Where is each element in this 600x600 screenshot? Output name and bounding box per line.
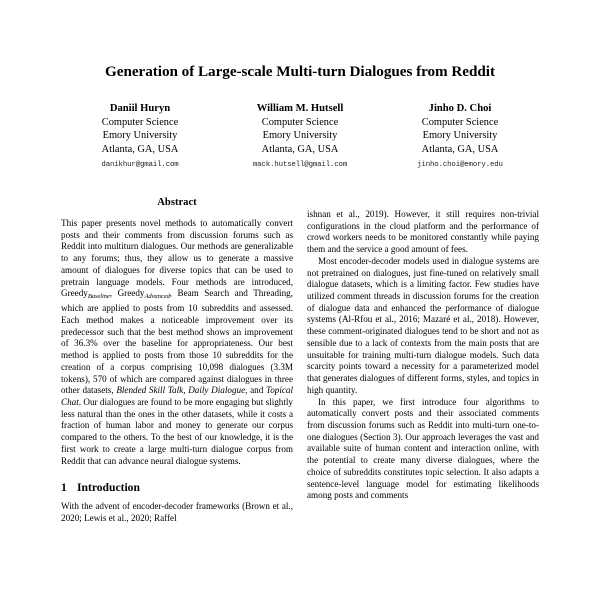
- abstract-text-part5: , and: [245, 385, 266, 396]
- continued-paragraph: ishnan et al., 2019). However, it still requires non-trivial configurations in the cloud platform and the performance of crowd workers needs to be monitored constantly while paying them and the service a good amount of fees.: [307, 209, 539, 255]
- abstract-text-part4: ,: [183, 385, 189, 396]
- column-right: [307, 209, 539, 502]
- author-institution: Emory University: [422, 130, 498, 142]
- section-heading-introduction: [61, 480, 293, 495]
- dataset-name-topical-chat: Topical Chat: [61, 385, 294, 407]
- author-location: Atlanta, GA, USA: [421, 143, 499, 155]
- author-department: Computer Science: [101, 116, 179, 128]
- author-block: [220, 102, 380, 173]
- abstract-text: [61, 218, 293, 467]
- abstract-text-part6: . Our dialogues are found to be more engaging but slightly less natural than the ones in the other datasets, while it costs a fraction of human labor and money to generate our corpus compared to the others. To the best of our knowledge, it is the first work to create a large multi-turn dialogue corpus from Reddit that can advance neural dialogue systems.: [61, 396, 293, 466]
- page-title: Generation of Large-scale Multi-turn Dialogues from Reddit: [105, 63, 495, 80]
- author-department: Computer Science: [421, 116, 499, 128]
- author-name: Jinho D. Choi: [428, 103, 492, 114]
- author-name: William M. Hutsell: [256, 103, 344, 114]
- abstract-heading: Abstract: [157, 197, 197, 208]
- author-block: [60, 102, 220, 173]
- column-left: [61, 196, 293, 525]
- author-department: Computer Science: [261, 116, 339, 128]
- abstract-text-part1: This paper presents novel methods to automatically convert posts and their comments from discussion forums such as Reddit into multiturn dialogues. Our methods are generalizable to any forums; thus, they allow us to generate a massive amount of dialogues for diverse topics that can be used to pretrain language models. Four methods are introduced, Greedy: [61, 218, 293, 299]
- section-title: Introduction: [77, 481, 140, 495]
- abstract-subscript-baseline: Baseline: [87, 293, 110, 301]
- author-institution: Emory University: [262, 130, 338, 142]
- author-list: [60, 102, 540, 173]
- author-institution: Emory University: [102, 130, 178, 142]
- body-paragraph-encoder-decoder: Most encoder-decoder models used in dialogue systems are not pretrained on dialogues, just fine-tuned on relatively small dialogue datasets, which is a limiting factor. Few studies have utilized comment threads in discussion forums for the creation of dialogue data and enhanced the performance of dialogue systems (Al-Rfou et al., 2016; Mazaré et al., 2018). However, these comment-originated dialogues tend to be short and not as sensible due to a lack of contexts from the main posts that are unsuitable for training multi-turn dialogue models. Such data scarcity points toward a necessity for a parameterized model that generates dialogues of different forms, styles, and topics in high quantity.: [307, 255, 539, 395]
- body-paragraph-contributions: In this paper, we first introduce four algorithms to automatically convert posts and their associated comments from discussion forums such as Reddit into multi-turn one-to-one dialogues (Section 3). Our approach leverages the vast and available suite of human content and interaction online, with the potential to create many diverse dialogues, where the choice of subreddits constitutes topic selection. It also adapts a sentence-level language model for estimating likelihoods among posts and comments: [307, 396, 539, 501]
- author-email[interactable]: mack.hutsell@gmail.com: [252, 161, 348, 170]
- introduction-paragraph: With the advent of encoder-decoder frameworks (Brown et al., 2020; Lewis et al., 2020; Raffel: [61, 501, 293, 523]
- author-email[interactable]: jinho.choi@emory.edu: [417, 161, 503, 170]
- section-number: 1: [61, 481, 67, 495]
- author-location: Atlanta, GA, USA: [101, 143, 179, 155]
- dataset-name-blended-skill-talk: Blended Skill Talk: [116, 385, 184, 396]
- author-email[interactable]: danikhur@gmail.com: [101, 161, 179, 170]
- author-block: [380, 102, 540, 173]
- abstract-text-part3: , Beam Search and Threading, which are applied to posts from 10 subreddits and assessed. Each method makes a noticeable improvement over its predecessor such that the best method shows an improvement of 36.3% over the baseline for appropriateness. Our best method is applied to posts from those 10 subreddits for the creation of a corpus comprising 10,098 dialogues (3.3M tokens), 570 of which are compared against dialogues in three other datasets,: [61, 288, 293, 396]
- dataset-name-daily-dialogue: Daily Dialogue: [188, 385, 246, 396]
- author-name: Daniil Huryn: [109, 103, 171, 114]
- abstract-subscript-advanced: Advanced: [144, 293, 170, 301]
- abstract-text-part2: , Greedy: [109, 288, 145, 299]
- author-location: Atlanta, GA, USA: [261, 143, 339, 155]
